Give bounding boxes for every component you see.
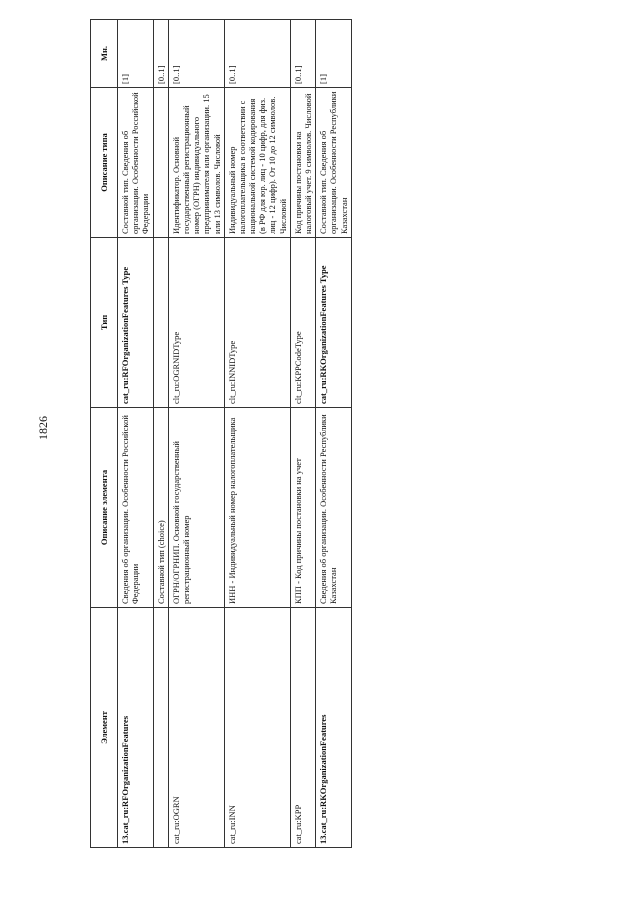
header-mn: Мн. (91, 20, 118, 88)
cell-type-desc: Составной тип. Сведения об организации. Особенности Российской Федерации (118, 88, 154, 238)
header-type-desc: Описание типа (91, 88, 118, 238)
element-name: cat_ru:KPP (292, 804, 303, 844)
row-number: 13. (120, 833, 130, 844)
element-name: cat_ru:OGRN (170, 796, 181, 844)
header-element-desc: Описание элемента (91, 408, 118, 608)
cell-element (153, 608, 168, 848)
table-row (153, 20, 168, 848)
table-row (224, 20, 290, 848)
header-type: Тип (91, 238, 118, 408)
cell-type-desc: Идентификатор. Основной государственный регистрационный номер (ОГРН) индивидуального предпринимателя или организации. 15 или 13 символов. Числовой (168, 88, 224, 238)
cell-type: clt_ru:KPPCodeType (290, 238, 315, 408)
row-number: 13. (318, 833, 329, 844)
cell-type: clt_ru:INNIDType (224, 238, 290, 408)
element-name: cat_ru:RFOrganizationFeatures (120, 715, 130, 834)
cell-element-desc: Сведения об организации. Особенности Российской Федерации (118, 408, 154, 608)
cell-element (118, 608, 154, 848)
cell-element (224, 608, 290, 848)
cell-type-desc: Составной тип. Сведения об организации. Особенности Республики Казахстан (316, 88, 352, 238)
cell-type (153, 238, 168, 408)
cell-type: clt_ru:OGRNIDType (168, 238, 224, 408)
header-element: Элемент (91, 608, 118, 848)
element-name: cat_ru:INN (226, 805, 237, 844)
cell-element-desc: Сведения об организации. Особенности Республики Казахстан (316, 408, 352, 608)
cell-type-desc (153, 88, 168, 238)
elements-table (90, 19, 352, 848)
cell-element-desc: ИНН - Индивидуальный номер налогоплательщика (224, 408, 290, 608)
cell-element (316, 608, 352, 848)
cell-element-desc: ОГРН/ОГРНИП. Основной государственный регистрационный номер (168, 408, 224, 608)
cell-type: cat_ru:RKOrganizationFeatures Type (316, 238, 352, 408)
cell-mn: [1] (118, 20, 154, 88)
cell-mn: [0..1] (290, 20, 315, 88)
element-name: cat_ru:RKOrganizationFeatures (318, 714, 329, 834)
table-row (316, 20, 352, 848)
table-row (168, 20, 224, 848)
cell-type-desc: Код причины постановки на налоговый учет. 9 символов. Числовой (290, 88, 315, 238)
page-number: 1826 (36, 416, 50, 440)
cell-element-desc: КПП - Код причины постановки на учет (290, 408, 315, 608)
cell-mn: [0..1] (224, 20, 290, 88)
cell-element (168, 608, 224, 848)
cell-mn: [0..1] (153, 20, 168, 88)
cell-mn: [1] (316, 20, 352, 88)
cell-type: cat_ru:RFOrganizationFeatures Type (118, 238, 154, 408)
table-row (118, 20, 154, 848)
cell-element-desc: Составной тип (choice) (153, 408, 168, 608)
cell-element (290, 608, 315, 848)
table-row (290, 20, 315, 848)
table-header-row (91, 20, 118, 848)
cell-mn: [0..1] (168, 20, 224, 88)
cell-type-desc: Индивидуальный номер налогоплательщика в соответствии с национальной системой кодирования (в РФ для юр. лиц - 10 цифр, для физ. лиц - 12 цифр). От 10 до 12 символов. Числовой (224, 88, 290, 238)
rotated-table-wrapper (90, 20, 630, 848)
